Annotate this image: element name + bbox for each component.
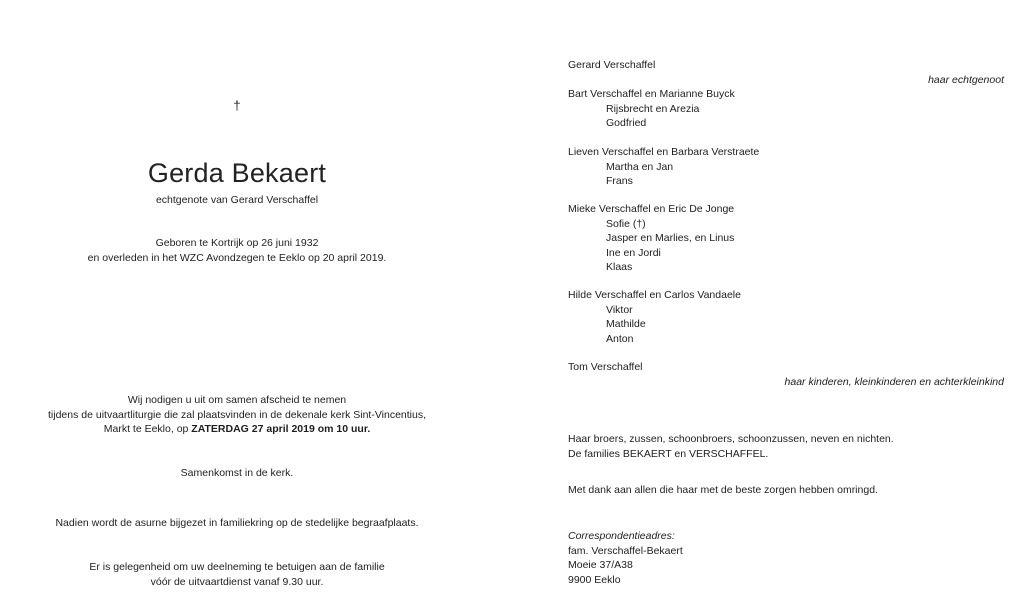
family-child: Frans (606, 175, 633, 187)
spouse-name: Gerard Verschaffel (568, 59, 656, 71)
last-child-name: Tom Verschaffel (568, 361, 643, 373)
family-parents: Hilde Verschaffel en Carlos Vandaele (568, 289, 741, 301)
family-child: Rijsbrecht en Arezia (606, 102, 700, 115)
address-line-2: Moeie 37/A38 (568, 559, 633, 571)
relatives-line-2: De families BEKAERT en VERSCHAFFEL. (568, 447, 769, 460)
family-1 (568, 87, 1008, 131)
condolence-line-1: Er is gelegenheid om uw deelneming te betuigen aan de familie (89, 561, 385, 573)
family-parents: Bart Verschaffel en Marianne Buyck (568, 88, 735, 100)
deceased-name: Gerda Bekaert (147, 158, 327, 188)
gathering-text: Samenkomst in de kerk. (180, 467, 294, 479)
address-line-1: fam. Verschaffel-Bekaert (568, 544, 683, 557)
right-page (512, 0, 1024, 609)
cross-symbol: † (233, 98, 241, 113)
family-child: Viktor (606, 303, 633, 316)
address-line-3: 9900 Eeklo (568, 573, 621, 586)
address-label: Correspondentieadres: (568, 530, 675, 542)
thanks-text: Met dank aan allen die haar met de beste zorgen hebben omringd. (568, 484, 878, 496)
family-parents: Mieke Verschaffel en Eric De Jonge (568, 203, 735, 215)
birth-death-text (0, 236, 474, 265)
funeral-date: ZATERDAG 27 april 2019 om 10 uur. (191, 423, 371, 435)
family-4 (568, 288, 1008, 346)
family-child: Godfried (606, 117, 647, 129)
family-child: Klaas (606, 261, 633, 273)
family-2 (568, 145, 1008, 189)
death-line: en overleden in het WZC Avondzegen te Eeklo op 20 april 2019. (87, 251, 387, 264)
spouse-role: haar echtgenoot (928, 74, 1004, 86)
family-3 (568, 202, 1008, 275)
family-child: Mathilde (606, 318, 646, 330)
invitation-line-3 (0, 422, 474, 437)
relatives-line-1: Haar broers, zussen, schoonbroers, schoonzussen, neven en nichten. (568, 433, 894, 445)
family-child: Sofie (†) (606, 217, 646, 230)
family-child: Ine en Jordi (606, 246, 661, 259)
family-parents: Lieven Verschaffel en Barbara Verstraete (568, 146, 760, 158)
family-child: Martha en Jan (606, 160, 674, 173)
family-child: Anton (606, 332, 634, 345)
family-child: Jasper en Marlies, en Linus (606, 232, 735, 244)
invitation-text (0, 393, 474, 437)
invitation-line-1: Wij nodigen u uit om samen afscheid te nemen (127, 394, 347, 406)
burial-text: Nadien wordt de asurne bijgezet in familiekring op de stedelijke begraafplaats. (55, 517, 419, 529)
invitation-line-2: tijdens de uitvaartliturgie die zal plaatsvinden in de dekenale kerk Sint-Vincentius, (47, 408, 427, 421)
condolence-line-2: vóór de uitvaartdienst vanaf 9.30 uur. (150, 575, 324, 588)
spouse-line: echtgenote van Gerard Verschaffel (155, 194, 319, 206)
correspondence-address (568, 529, 1008, 587)
birth-line: Geboren te Kortrijk op 26 juni 1932 (155, 237, 319, 249)
condolence-text (0, 560, 474, 589)
children-role: haar kinderen, kleinkinderen en achterkleinkind (784, 376, 1004, 388)
invitation-place: Markt te Eeklo, op (103, 423, 192, 435)
relatives-text (568, 432, 1008, 461)
